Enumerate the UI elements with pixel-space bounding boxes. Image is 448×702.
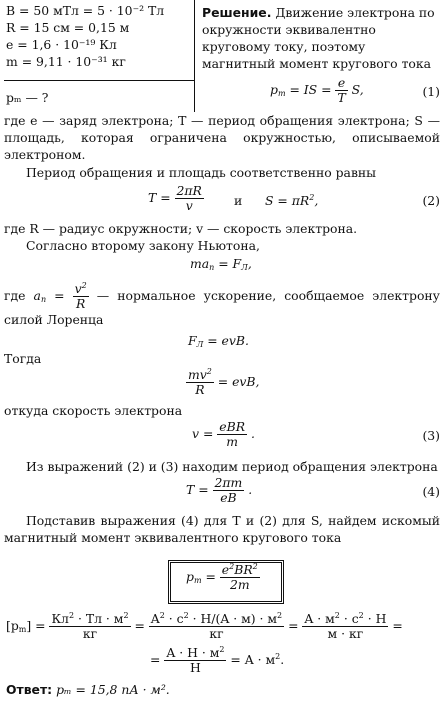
equation-1: $p_m$ = IS = $\frac{e}{T}$ S,	[270, 75, 364, 105]
paragraph-radius: где R — радиус окружности; v — скорость электрона.	[4, 221, 358, 236]
paragraph-period-area: Период обращения и площадь соответственно равны	[26, 165, 377, 180]
given-vertical-divider	[194, 0, 195, 112]
equation-4-number: (4)	[422, 484, 440, 499]
solution-heading: Решение.	[202, 5, 272, 20]
paragraph-acceleration	[4, 282, 440, 328]
equation-2-area: $S = \pi R^2$,	[265, 193, 319, 208]
given-block	[6, 2, 164, 70]
paragraph-substitution: Подставив выражения (4) для T и (2) для S, найдем искомый магнитный момент эквивалентного кругового тока	[4, 513, 440, 545]
paragraph-period: Из выражений (2) и (3) находим период обращения электрона	[26, 459, 438, 474]
answer-value: pₘ = 15,8 пА · м².	[56, 682, 170, 697]
boxed-result-formula: $p_m$ = $\frac{e^2BR^2}{2m}$	[186, 562, 258, 592]
solution-intro-text: Движение электрона по окружности эквивалентно круговому току, поэтому магнитный момент кругового тока	[202, 5, 435, 71]
paragraph-definitions: где e — заряд электрона; T — период обращения электрона; S — площадь, которая ограничена окружностью, описываемой электроном.	[4, 113, 440, 162]
answer-label: Ответ:	[6, 682, 53, 697]
equation-newton: $ma_n = F_Л$,	[190, 256, 252, 272]
solution-intro	[202, 4, 442, 72]
find-line: pₘ — ?	[6, 90, 49, 105]
given-line: m = 9,11 · 10⁻³¹ кг	[6, 54, 126, 69]
paragraph-newton: Согласно второму закону Ньютона,	[26, 238, 260, 253]
equation-3-number: (3)	[422, 428, 440, 443]
equation-4: T = $\frac{2\pi m}{eB}$ .	[186, 475, 253, 505]
equation-3: v = $\frac{\text{eBR}}{m}$ .	[192, 419, 255, 449]
acceleration-description: — нормальное ускорение, сообщаемое электрону силой Лоренца	[4, 288, 440, 327]
equation-2-and: и	[234, 193, 243, 208]
units-derivation-final: = $\frac{A \cdot H \cdot м^2}{H}$ = $A \cdot м^2$.	[150, 645, 285, 675]
answer-line	[6, 682, 170, 697]
equation-1-number: (1)	[422, 84, 440, 99]
acceleration-formula: $a_n$ = $\frac{v^2}{R}$	[33, 281, 87, 311]
equation-force-balance: $\frac{mv^2}{R}$ = evB,	[188, 367, 260, 397]
given-line: B = 50 мТл = 5 · 10⁻² Тл	[6, 3, 165, 18]
paragraph-velocity: откуда скорость электрона	[4, 403, 183, 418]
given-line: R = 15 см = 0,15 м	[6, 20, 130, 35]
paragraph-then: Тогда	[4, 351, 42, 366]
given-divider	[4, 80, 194, 81]
equation-lorentz: $F_Л$ = evB.	[188, 333, 249, 349]
equation-2: T = $\frac{2\pi R}{v}$	[148, 183, 202, 213]
acceleration-where: где	[4, 288, 26, 303]
given-line: e = 1,6 · 10⁻¹⁹ Кл	[6, 37, 117, 52]
equation-2-number: (2)	[422, 193, 440, 208]
units-derivation: $[p_m]$ = $\frac{Кл^2 \cdot Тл \cdot м^2}{кг}$ = $\frac{A^2 \cdot c^2 \cdot H/(A \cdot м) \cdot м^2}{кг}$ = $\frac{A \cdot м^2 \cdot c^2 \cdot H}{м \cdot кг}$ =	[6, 611, 403, 641]
